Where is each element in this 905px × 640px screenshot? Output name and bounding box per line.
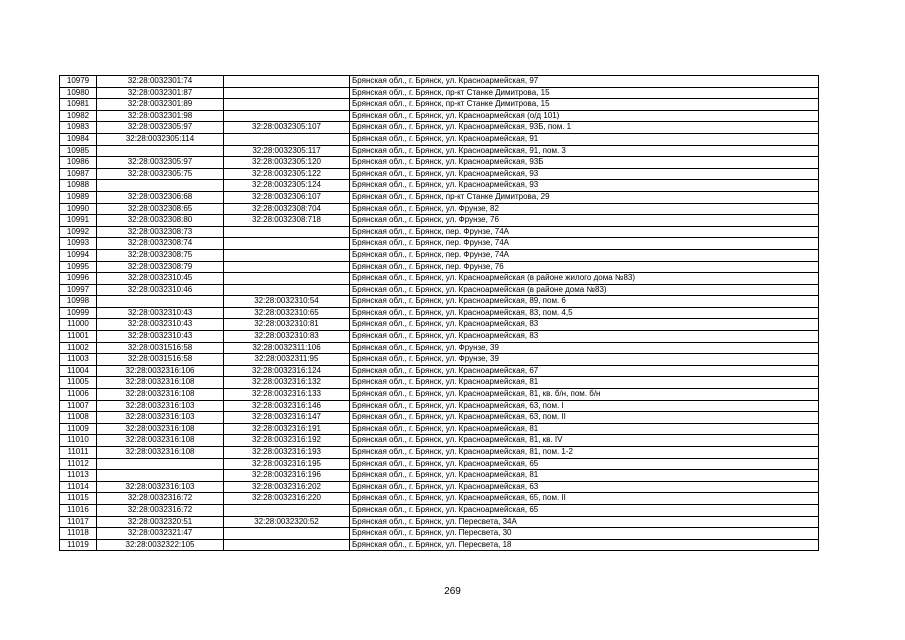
address-cell: Брянская обл., г. Брянск, ул. Красноармейская, 65, пом. II xyxy=(350,493,819,505)
row-number-cell: 11004 xyxy=(60,365,97,377)
related-cadastral-number-cell: 32:28:0032311:106 xyxy=(224,342,350,354)
row-number-cell: 11018 xyxy=(60,528,97,540)
page-number: 269 xyxy=(444,586,461,597)
related-cadastral-number-cell: 32:28:0032305:124 xyxy=(224,180,350,192)
row-number-cell: 11003 xyxy=(60,354,97,366)
row-number-cell: 10982 xyxy=(60,110,97,122)
row-number-cell: 11019 xyxy=(60,539,97,551)
table-row xyxy=(60,284,819,296)
related-cadastral-number-cell: 32:28:0032320:52 xyxy=(224,516,350,528)
address-cell: Брянская обл., г. Брянск, ул. Красноармейская, 65 xyxy=(350,458,819,470)
table-row xyxy=(60,249,819,261)
cadastral-number-cell: 32:28:0032316:108 xyxy=(97,435,224,447)
address-cell: Брянская обл., г. Брянск, ул. Красноармейская, 67 xyxy=(350,365,819,377)
address-cell: Брянская обл., г. Брянск, ул. Красноармейская, 83 xyxy=(350,319,819,331)
address-cell: Брянская обл., г. Брянск, ул. Красноармейская, 83, пом. 4,5 xyxy=(350,307,819,319)
address-cell: Брянская обл., г. Брянск, ул. Красноармейская, 63 xyxy=(350,481,819,493)
related-cadastral-number-cell: 32:28:0032316:133 xyxy=(224,389,350,401)
table-row xyxy=(60,342,819,354)
table-row xyxy=(60,365,819,377)
row-number-cell: 10985 xyxy=(60,145,97,157)
related-cadastral-number-cell xyxy=(224,284,350,296)
cadastral-number-cell: 32:28:0032310:45 xyxy=(97,273,224,285)
address-cell: Брянская обл., г. Брянск, пр-кт Станке Димитрова, 29 xyxy=(350,191,819,203)
table-row xyxy=(60,331,819,343)
cadastral-number-cell: 32:28:0032316:108 xyxy=(97,423,224,435)
row-number-cell: 11009 xyxy=(60,423,97,435)
table-row xyxy=(60,319,819,331)
related-cadastral-number-cell xyxy=(224,99,350,111)
row-number-cell: 10980 xyxy=(60,87,97,99)
address-cell: Брянская обл., г. Брянск, ул. Фрунзе, 76 xyxy=(350,215,819,227)
row-number-cell: 11008 xyxy=(60,412,97,424)
address-cell: Брянская обл., г. Брянск, ул. Красноармейская, 93 xyxy=(350,168,819,180)
row-number-cell: 10984 xyxy=(60,133,97,145)
cadastral-number-cell: 32:28:0032316:72 xyxy=(97,493,224,505)
cadastral-number-cell: 32:28:0032321:47 xyxy=(97,528,224,540)
related-cadastral-number-cell: 32:28:0032310:81 xyxy=(224,319,350,331)
related-cadastral-number-cell: 32:28:0032310:65 xyxy=(224,307,350,319)
row-number-cell: 10990 xyxy=(60,203,97,215)
address-cell: Брянская обл., г. Брянск, ул. Красноармейская, 63, пом. II xyxy=(350,412,819,424)
table-row xyxy=(60,261,819,273)
row-number-cell: 10991 xyxy=(60,215,97,227)
row-number-cell: 10981 xyxy=(60,99,97,111)
related-cadastral-number-cell: 32:28:0032316:192 xyxy=(224,435,350,447)
related-cadastral-number-cell xyxy=(224,249,350,261)
address-cell: Брянская обл., г. Брянск, ул. Фрунзе, 39 xyxy=(350,354,819,366)
address-cell: Брянская обл., г. Брянск, ул. Красноармейская, 81, кв. IV xyxy=(350,435,819,447)
table-row xyxy=(60,87,819,99)
cadastral-number-cell xyxy=(97,458,224,470)
related-cadastral-number-cell xyxy=(224,133,350,145)
row-number-cell: 10987 xyxy=(60,168,97,180)
address-cell: Брянская обл., г. Брянск, ул. Красноармейская, 81 xyxy=(350,377,819,389)
table-row xyxy=(60,493,819,505)
table-row xyxy=(60,435,819,447)
row-number-cell: 11015 xyxy=(60,493,97,505)
row-number-cell: 10989 xyxy=(60,191,97,203)
row-number-cell: 11017 xyxy=(60,516,97,528)
cadastral-number-cell: 32:28:0032306:68 xyxy=(97,191,224,203)
table-row xyxy=(60,238,819,250)
cadastral-number-cell: 32:28:0031516:58 xyxy=(97,342,224,354)
cadastral-number-cell: 32:28:0032308:80 xyxy=(97,215,224,227)
cadastral-number-cell: 32:28:0032316:108 xyxy=(97,447,224,459)
related-cadastral-number-cell: 32:28:0032305:122 xyxy=(224,168,350,180)
table-row xyxy=(60,76,819,88)
address-cell: Брянская обл., г. Брянск, ул. Красноармейская (в районе дома №83) xyxy=(350,284,819,296)
row-number-cell: 11010 xyxy=(60,435,97,447)
cadastral-number-cell: 32:28:0032310:43 xyxy=(97,319,224,331)
cadastral-number-cell xyxy=(97,145,224,157)
address-cell: Брянская обл., г. Брянск, пр-кт Станке Димитрова, 15 xyxy=(350,99,819,111)
related-cadastral-number-cell: 32:28:0032308:704 xyxy=(224,203,350,215)
row-number-cell: 11002 xyxy=(60,342,97,354)
cadastral-number-cell: 32:28:0032316:103 xyxy=(97,400,224,412)
row-number-cell: 11007 xyxy=(60,400,97,412)
address-cell: Брянская обл., г. Брянск, ул. Пересвета, 34А xyxy=(350,516,819,528)
address-cell: Брянская обл., г. Брянск, ул. Красноармейская, 81 xyxy=(350,470,819,482)
cadastral-number-cell: 32:28:0032301:98 xyxy=(97,110,224,122)
table-row xyxy=(60,458,819,470)
cadastral-number-cell: 32:28:0032316:103 xyxy=(97,412,224,424)
row-number-cell: 10997 xyxy=(60,284,97,296)
row-number-cell: 11014 xyxy=(60,481,97,493)
table-row xyxy=(60,481,819,493)
related-cadastral-number-cell: 32:28:0032316:196 xyxy=(224,470,350,482)
table-row xyxy=(60,110,819,122)
row-number-cell: 11012 xyxy=(60,458,97,470)
address-cell: Брянская обл., г. Брянск, пер. Фрунзе, 74А xyxy=(350,238,819,250)
related-cadastral-number-cell xyxy=(224,238,350,250)
address-cell: Брянская обл., г. Брянск, ул. Красноармейская, 97 xyxy=(350,76,819,88)
related-cadastral-number-cell: 32:28:0032316:124 xyxy=(224,365,350,377)
row-number-cell: 11011 xyxy=(60,447,97,459)
row-number-cell: 10986 xyxy=(60,157,97,169)
table-row xyxy=(60,203,819,215)
address-cell: Брянская обл., г. Брянск, ул. Фрунзе, 82 xyxy=(350,203,819,215)
related-cadastral-number-cell: 32:28:0032316:146 xyxy=(224,400,350,412)
table-row xyxy=(60,273,819,285)
address-cell: Брянская обл., г. Брянск, ул. Пересвета, 30 xyxy=(350,528,819,540)
table-row xyxy=(60,354,819,366)
related-cadastral-number-cell: 32:28:0032316:132 xyxy=(224,377,350,389)
cadastral-number-cell: 32:28:0032310:46 xyxy=(97,284,224,296)
cadastral-number-cell: 32:28:0032305:97 xyxy=(97,157,224,169)
row-number-cell: 10993 xyxy=(60,238,97,250)
related-cadastral-number-cell xyxy=(224,273,350,285)
cadastral-number-cell: 32:28:0032316:108 xyxy=(97,377,224,389)
address-cell: Брянская обл., г. Брянск, ул. Красноармейская, 81 xyxy=(350,423,819,435)
related-cadastral-number-cell: 32:28:0032316:193 xyxy=(224,447,350,459)
related-cadastral-number-cell: 32:28:0032308:718 xyxy=(224,215,350,227)
address-cell: Брянская обл., г. Брянск, ул. Красноармейская, 91, пом. 3 xyxy=(350,145,819,157)
table-row xyxy=(60,191,819,203)
cadastral-number-cell: 32:28:0032308:75 xyxy=(97,249,224,261)
address-cell: Брянская обл., г. Брянск, ул. Красноармейская (в районе жилого дома №83) xyxy=(350,273,819,285)
cadastral-number-cell: 32:28:0032308:73 xyxy=(97,226,224,238)
cadastral-number-cell: 32:28:0032301:74 xyxy=(97,76,224,88)
row-number-cell: 10992 xyxy=(60,226,97,238)
row-number-cell: 10983 xyxy=(60,122,97,134)
cadastral-number-cell: 32:28:0032316:108 xyxy=(97,389,224,401)
related-cadastral-number-cell xyxy=(224,110,350,122)
related-cadastral-number-cell xyxy=(224,504,350,516)
cadastral-number-cell: 32:28:0032316:106 xyxy=(97,365,224,377)
table-row xyxy=(60,145,819,157)
related-cadastral-number-cell: 32:28:0032305:120 xyxy=(224,157,350,169)
registry-table xyxy=(59,75,819,551)
related-cadastral-number-cell: 32:28:0032316:202 xyxy=(224,481,350,493)
row-number-cell: 11005 xyxy=(60,377,97,389)
related-cadastral-number-cell: 32:28:0032310:83 xyxy=(224,331,350,343)
cadastral-number-cell: 32:28:0031516:58 xyxy=(97,354,224,366)
address-cell: Брянская обл., г. Брянск, ул. Красноармейская, 83 xyxy=(350,331,819,343)
cadastral-number-cell: 32:28:0032310:43 xyxy=(97,331,224,343)
table-row xyxy=(60,412,819,424)
table-row xyxy=(60,528,819,540)
table-row xyxy=(60,99,819,111)
row-number-cell: 11013 xyxy=(60,470,97,482)
table-row xyxy=(60,157,819,169)
row-number-cell: 11000 xyxy=(60,319,97,331)
cadastral-number-cell: 32:28:0032305:114 xyxy=(97,133,224,145)
related-cadastral-number-cell xyxy=(224,226,350,238)
address-cell: Брянская обл., г. Брянск, ул. Красноармейская, 65 xyxy=(350,504,819,516)
address-cell: Брянская обл., г. Брянск, ул. Красноармейская, 81, кв. б/н, пом. б/н xyxy=(350,389,819,401)
table-row xyxy=(60,122,819,134)
address-cell: Брянская обл., г. Брянск, пер. Фрунзе, 76 xyxy=(350,261,819,273)
related-cadastral-number-cell: 32:28:0032311:95 xyxy=(224,354,350,366)
registry-table-body xyxy=(60,76,819,551)
cadastral-number-cell: 32:28:0032301:89 xyxy=(97,99,224,111)
row-number-cell: 10996 xyxy=(60,273,97,285)
table-row xyxy=(60,168,819,180)
cadastral-number-cell: 32:28:0032308:74 xyxy=(97,238,224,250)
table-row xyxy=(60,423,819,435)
cadastral-number-cell: 32:28:0032305:75 xyxy=(97,168,224,180)
table-row xyxy=(60,226,819,238)
related-cadastral-number-cell: 32:28:0032316:195 xyxy=(224,458,350,470)
table-row xyxy=(60,307,819,319)
table-row xyxy=(60,447,819,459)
row-number-cell: 10995 xyxy=(60,261,97,273)
related-cadastral-number-cell: 32:28:0032316:147 xyxy=(224,412,350,424)
address-cell: Брянская обл., г. Брянск, ул. Красноармейская, 93Б xyxy=(350,157,819,169)
row-number-cell: 10994 xyxy=(60,249,97,261)
address-cell: Брянская обл., г. Брянск, ул. Красноармейская, 81, пом. 1-2 xyxy=(350,447,819,459)
related-cadastral-number-cell: 32:28:0032305:107 xyxy=(224,122,350,134)
cadastral-number-cell: 32:28:0032301:87 xyxy=(97,87,224,99)
row-number-cell: 10999 xyxy=(60,307,97,319)
cadastral-number-cell: 32:28:0032310:43 xyxy=(97,307,224,319)
row-number-cell: 10998 xyxy=(60,296,97,308)
address-cell: Брянская обл., г. Брянск, пер. Фрунзе, 74А xyxy=(350,249,819,261)
address-cell: Брянская обл., г. Брянск, ул. Красноармейская, 63, пом. I xyxy=(350,400,819,412)
related-cadastral-number-cell: 32:28:0032310:54 xyxy=(224,296,350,308)
related-cadastral-number-cell xyxy=(224,261,350,273)
address-cell: Брянская обл., г. Брянск, ул. Красноармейская (о/д 101) xyxy=(350,110,819,122)
related-cadastral-number-cell xyxy=(224,76,350,88)
row-number-cell: 11016 xyxy=(60,504,97,516)
address-cell: Брянская обл., г. Брянск, ул. Красноармейская, 89, пом. 6 xyxy=(350,296,819,308)
row-number-cell: 11001 xyxy=(60,331,97,343)
address-cell: Брянская обл., г. Брянск, ул. Фрунзе, 39 xyxy=(350,342,819,354)
cadastral-number-cell: 32:28:0032308:79 xyxy=(97,261,224,273)
table-row xyxy=(60,215,819,227)
cadastral-number-cell: 32:28:0032316:72 xyxy=(97,504,224,516)
table-row xyxy=(60,504,819,516)
related-cadastral-number-cell: 32:28:0032316:191 xyxy=(224,423,350,435)
table-row xyxy=(60,133,819,145)
address-cell: Брянская обл., г. Брянск, пр-кт Станке Димитрова, 15 xyxy=(350,87,819,99)
related-cadastral-number-cell: 32:28:0032306:107 xyxy=(224,191,350,203)
table-row xyxy=(60,400,819,412)
address-cell: Брянская обл., г. Брянск, ул. Пересвета, 18 xyxy=(350,539,819,551)
table-row xyxy=(60,296,819,308)
cadastral-number-cell xyxy=(97,470,224,482)
cadastral-number-cell xyxy=(97,296,224,308)
table-row xyxy=(60,377,819,389)
table-row xyxy=(60,470,819,482)
table-row xyxy=(60,180,819,192)
row-number-cell: 10979 xyxy=(60,76,97,88)
table-row xyxy=(60,389,819,401)
table-row xyxy=(60,516,819,528)
related-cadastral-number-cell xyxy=(224,539,350,551)
cadastral-number-cell: 32:28:0032316:103 xyxy=(97,481,224,493)
cadastral-number-cell: 32:28:0032322:105 xyxy=(97,539,224,551)
cadastral-number-cell: 32:28:0032305:97 xyxy=(97,122,224,134)
related-cadastral-number-cell: 32:28:0032305:117 xyxy=(224,145,350,157)
address-cell: Брянская обл., г. Брянск, ул. Красноармейская, 93Б, пом. 1 xyxy=(350,122,819,134)
related-cadastral-number-cell xyxy=(224,528,350,540)
address-cell: Брянская обл., г. Брянск, пер. Фрунзе, 74А xyxy=(350,226,819,238)
address-cell: Брянская обл., г. Брянск, ул. Красноармейская, 91 xyxy=(350,133,819,145)
address-cell: Брянская обл., г. Брянск, ул. Красноармейская, 93 xyxy=(350,180,819,192)
cadastral-number-cell: 32:28:0032320:51 xyxy=(97,516,224,528)
cadastral-number-cell: 32:28:0032308:65 xyxy=(97,203,224,215)
related-cadastral-number-cell: 32:28:0032316:220 xyxy=(224,493,350,505)
table-row xyxy=(60,539,819,551)
related-cadastral-number-cell xyxy=(224,87,350,99)
row-number-cell: 11006 xyxy=(60,389,97,401)
row-number-cell: 10988 xyxy=(60,180,97,192)
cadastral-number-cell xyxy=(97,180,224,192)
